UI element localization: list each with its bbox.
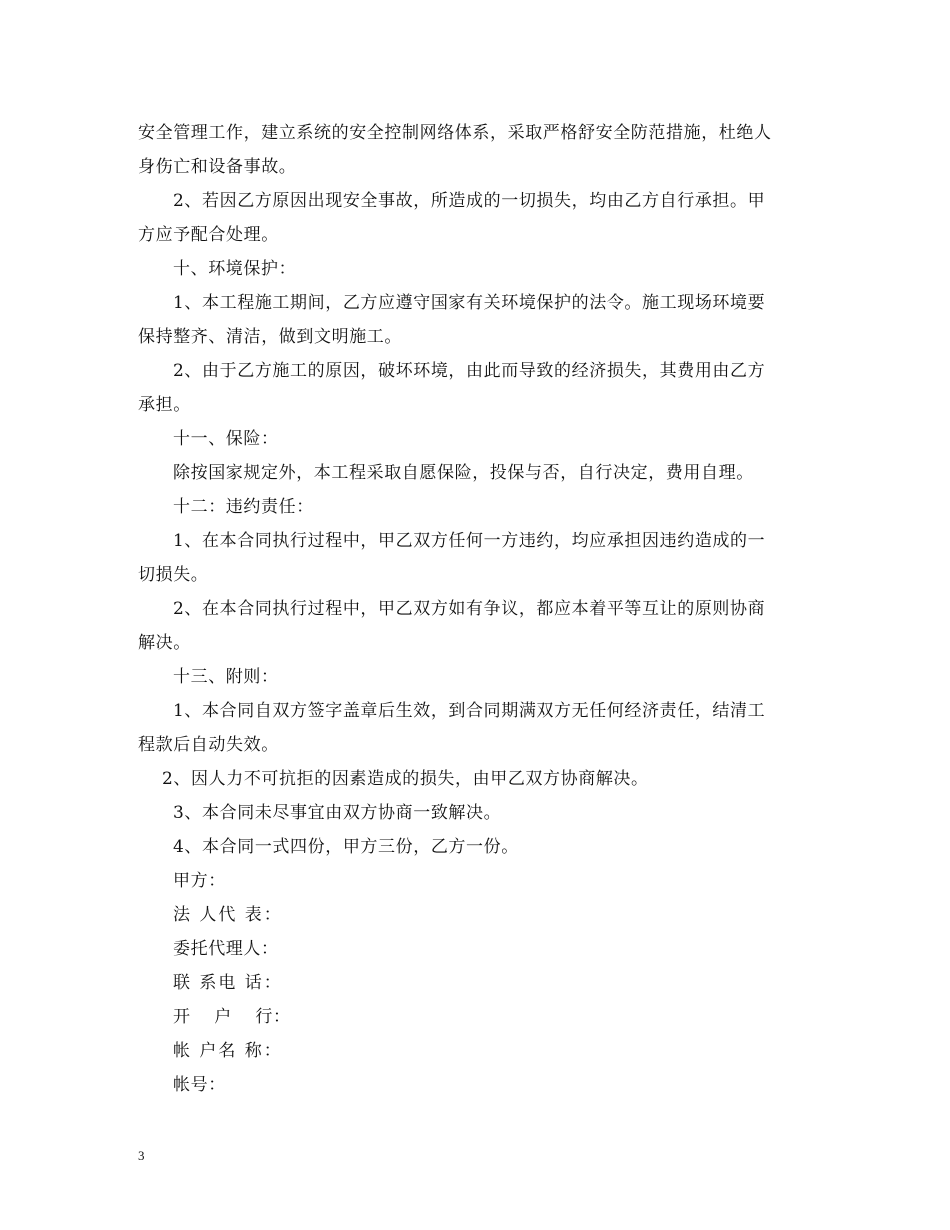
signature-field-party-a: 甲方： <box>173 871 226 891</box>
signature-field-agent: 委托代理人： <box>173 939 279 959</box>
paragraph-line: 保持整齐、清洁，做到文明施工。 <box>138 327 402 347</box>
paragraph-line: 4、本合同一式四份，甲方三份，乙方一份。 <box>173 837 519 857</box>
signature-field-legal-rep: 法 人代 表： <box>173 905 283 925</box>
paragraph-line: 1、本工程施工期间，乙方应遵守国家有关环境保护的法令。施工现场环境要 <box>173 293 766 313</box>
paragraph-line: 2、因人力不可抗拒的因素造成的损失，由甲乙双方协商解决。 <box>162 769 649 789</box>
section-heading: 十三、附则： <box>173 667 279 687</box>
paragraph-line: 除按国家规定外，本工程采取自愿保险，投保与否，自行决定，费用自理。 <box>173 463 754 483</box>
paragraph-line: 方应予配合处理。 <box>138 225 279 245</box>
paragraph-line: 解决。 <box>138 633 191 653</box>
signature-field-phone: 联 系电 话： <box>173 973 283 993</box>
section-heading: 十二：违约责任： <box>173 497 314 517</box>
paragraph-line: 3、本合同未尽事宜由双方协商一致解决。 <box>173 803 502 823</box>
document-body <box>138 116 814 1102</box>
paragraph-line: 1、本合同自双方签字盖章后生效，到合同期满双方无任何经济责任，结清工 <box>173 701 766 721</box>
section-heading: 十一、保险： <box>173 429 279 449</box>
paragraph-line: 程款后自动失效。 <box>138 735 279 755</box>
paragraph-line: 2、在本合同执行过程中，甲乙双方如有争议，都应本着平等互让的原则协商 <box>173 599 766 619</box>
paragraph-line: 承担。 <box>138 395 191 415</box>
page-number: 3 <box>138 1148 145 1163</box>
signature-field-account-name: 帐 户名 称： <box>173 1041 283 1061</box>
section-heading: 十、环境保护： <box>173 259 297 279</box>
paragraph-line: 1、在本合同执行过程中，甲乙双方任何一方违约，均应承担因违约造成的一 <box>173 531 766 551</box>
paragraph-line: 身伤亡和设备事故。 <box>138 157 297 177</box>
signature-field-account-number: 帐号： <box>173 1075 226 1095</box>
paragraph-line: 2、由于乙方施工的原因，破坏环境，由此而导致的经济损失，其费用由乙方 <box>173 361 766 381</box>
paragraph-line: 切损失。 <box>138 565 209 585</box>
paragraph-line: 安全管理工作，建立系统的安全控制网络体系，采取严格舒安全防范措施，杜绝人 <box>138 123 772 143</box>
paragraph-line: 2、若因乙方原因出现安全事故，所造成的一切损失，均由乙方自行承担。甲 <box>173 191 766 211</box>
signature-field-bank: 开 户 行： <box>173 1007 291 1027</box>
